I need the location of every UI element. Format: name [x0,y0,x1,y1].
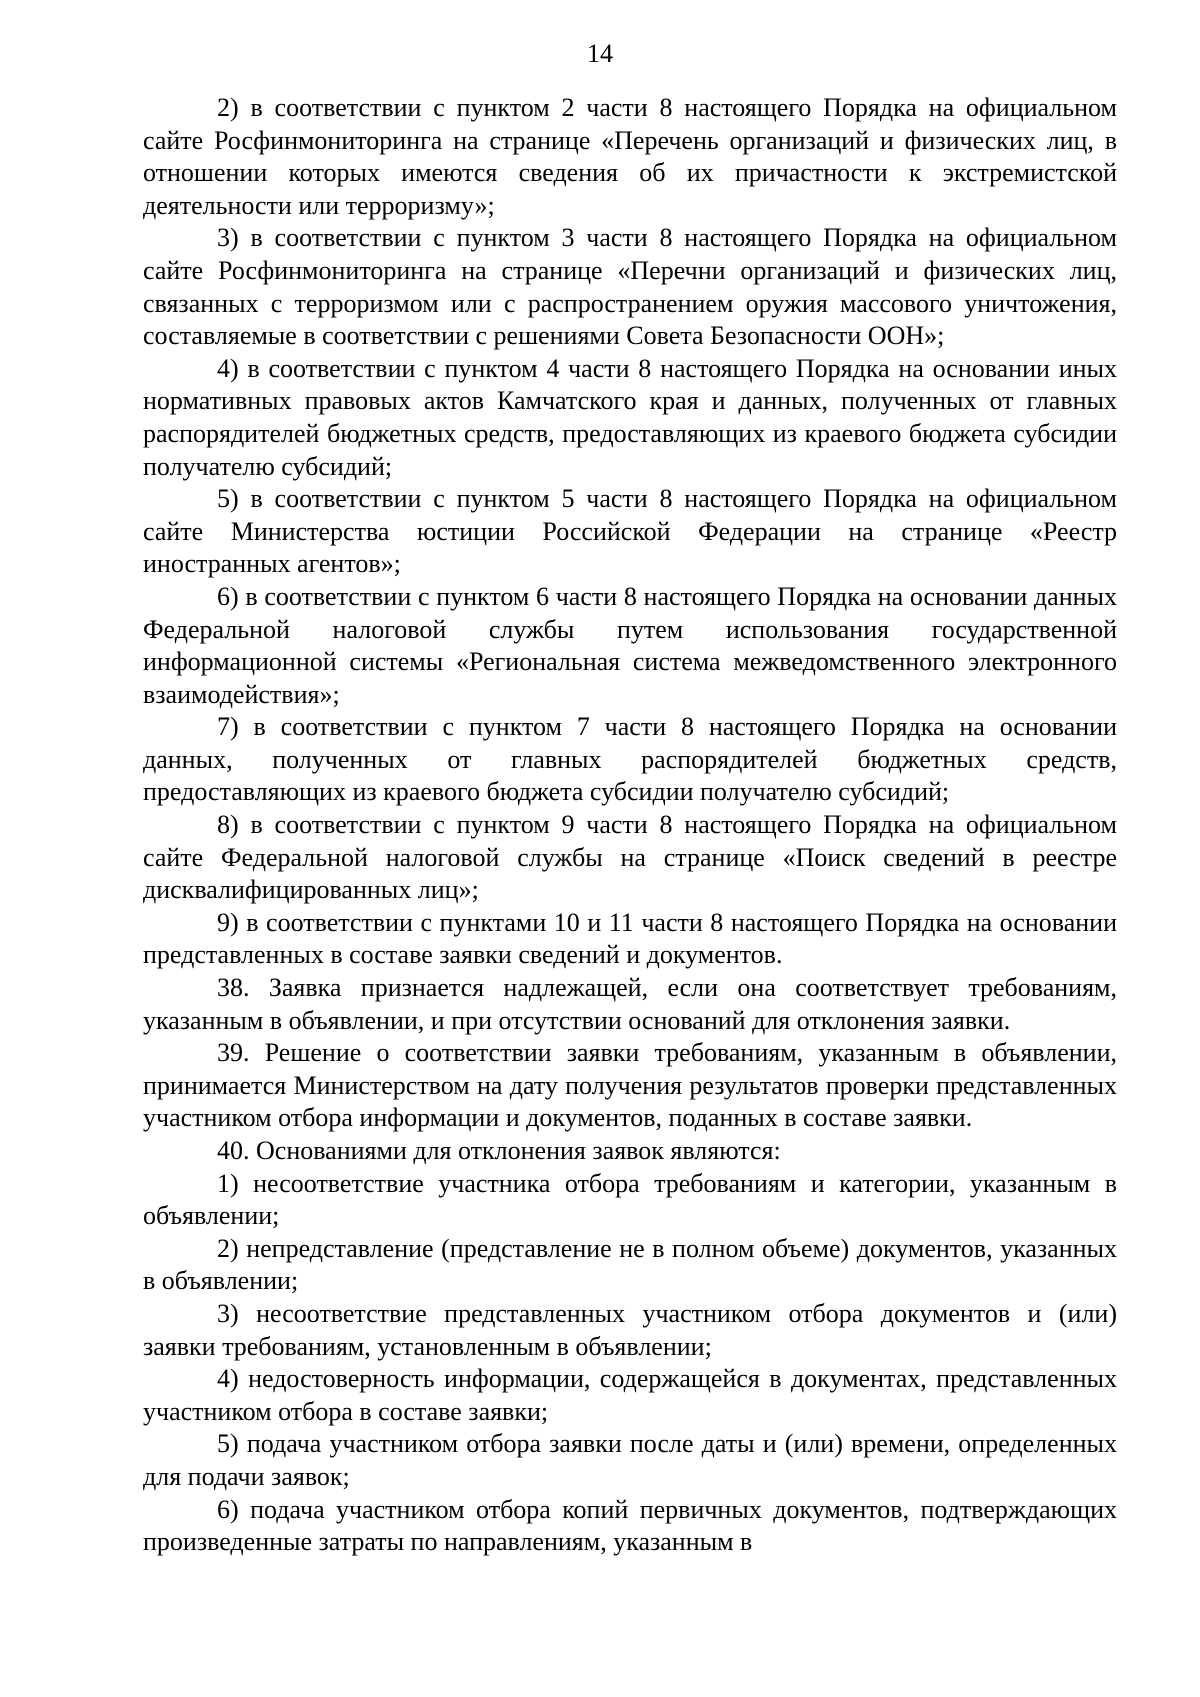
rejection-reason-4 [143,1363,1117,1428]
item-number: 2) [217,93,239,122]
item-text: в соответствии с пунктами 10 и 11 части 8 настоящего Порядка на основании представленных в составе заявки сведений и документов. [143,907,1118,970]
list-item-9-application-documents [143,907,1117,972]
item-number: 8) [217,810,239,840]
item-text: в соответствии с пунктом 9 части 8 настоящего Порядка на официальном сайте Федеральной налоговой службы на странице «Поиск сведений в реестре дисквалифицированных лиц»; [143,810,1117,905]
item-number: 7) [217,712,239,742]
item-text: в соответствии с пунктом 5 части 8 настоящего Порядка на официальном сайте Министерства юстиции Российской Федерации на странице «Реестр иностранных агентов»; [143,484,1117,579]
item-text: недостоверность информации, содержащейся в документах, представленных участником отбора в составе заявки; [143,1364,1117,1426]
list-item-2-rosfinmonitoring-extremism [143,92,1117,222]
list-item-6-tax-service-data [143,581,1117,711]
clause-number: 38. [217,973,250,1003]
clause-number: 39. [217,1038,250,1068]
rejection-reason-3 [143,1298,1117,1363]
item-text: непредставление (представление не в полном объеме) документов, указанных в объявлении; [143,1233,1117,1296]
item-number: 5) [217,1429,239,1459]
list-item-8-disqualified-persons-registry [143,809,1117,907]
item-text: в соответствии с пунктом 7 части 8 настоящего Порядка на основании данных, полученных от главных распорядителей бюджетных средств, предоставляющих из краевого бюджета субсидии получателю субсидий; [143,712,1118,807]
item-number: 6) [217,581,239,611]
item-number: 3) [217,1298,239,1328]
clause-40 [143,1135,1117,1168]
item-text: несоответствие представленных участником отбора документов и (или) заявки требованиям, установленным в объявлении; [143,1298,1117,1361]
item-text: в соответствии с пунктом 6 части 8 настоящего Порядка на основании данных Федеральной налоговой службы путем использования государственной информационной системы «Региональная система межведомственного электронного взаимодействия»; [143,581,1117,709]
item-number: 2) [217,1233,239,1263]
item-text: несоответствие участника отбора требованиям и категории, указанным в объявлении; [143,1168,1117,1231]
rejection-reason-6 [143,1494,1117,1559]
clause-39 [143,1037,1117,1135]
list-item-7-budget-managers-data [143,711,1117,809]
item-text: в соответствии с пунктом 3 части 8 настоящего Порядка на официальном сайте Росфинмониторинга на странице «Перечни организаций и физических лиц, связанных с терроризмом или с распространением оружия массового уничтожения, составляемые в соответствии с решениями Совета Безопасности ООН»; [143,223,1117,351]
item-text: подача участником отбора копий первичных документов, подтверждающих произведенные затраты по направлениям, указанным в [143,1494,1118,1557]
clause-text: Основаниями для отклонения заявок являются: [256,1136,781,1165]
page-number: 14 [587,39,613,68]
item-number: 6) [217,1494,239,1524]
item-text: в соответствии с пунктом 2 части 8 настоящего Порядка на официальном сайте Росфинмониторинга на странице «Перечень организаций и физических лиц, в отношении которых имеются сведения об их причастности к экстремистской деятельности или терроризму»; [143,93,1117,220]
rejection-reason-2 [143,1233,1117,1298]
item-number: 1) [217,1168,239,1198]
item-text: подача участником отбора заявки после даты и (или) времени, определенных для подачи заявок; [143,1429,1117,1491]
list-item-4-regional-acts [143,353,1117,483]
list-item-5-foreign-agents-registry [143,483,1117,581]
item-number: 3) [217,223,239,253]
item-number: 4) [217,1364,239,1394]
clause-text: Решение о соответствии заявки требованиям, указанным в объявлении, принимается Министерством на дату получения результатов проверки представленных участником отбора информации и документов, поданных в составе заявки. [143,1038,1117,1133]
item-number: 9) [217,907,239,937]
list-item-3-rosfinmonitoring-un-lists [143,222,1117,352]
clause-number: 40. [217,1136,250,1165]
clause-text: Заявка признается надлежащей, если она соответствует требованиям, указанным в объявлении, и при отсутствии оснований для отклонения заявки. [143,973,1118,1035]
clause-38 [143,972,1117,1037]
item-number: 5) [217,484,239,514]
rejection-reason-5 [143,1428,1117,1493]
document-body [143,92,1117,1559]
rejection-reason-1 [143,1168,1117,1233]
item-text: в соответствии с пунктом 4 части 8 настоящего Порядка на основании иных нормативных правовых актов Камчатского края и данных, полученных от главных распорядителей бюджетных средств, предоставляющих из краевого бюджета субсидии получателю субсидий; [143,353,1118,481]
item-number: 4) [217,353,239,383]
